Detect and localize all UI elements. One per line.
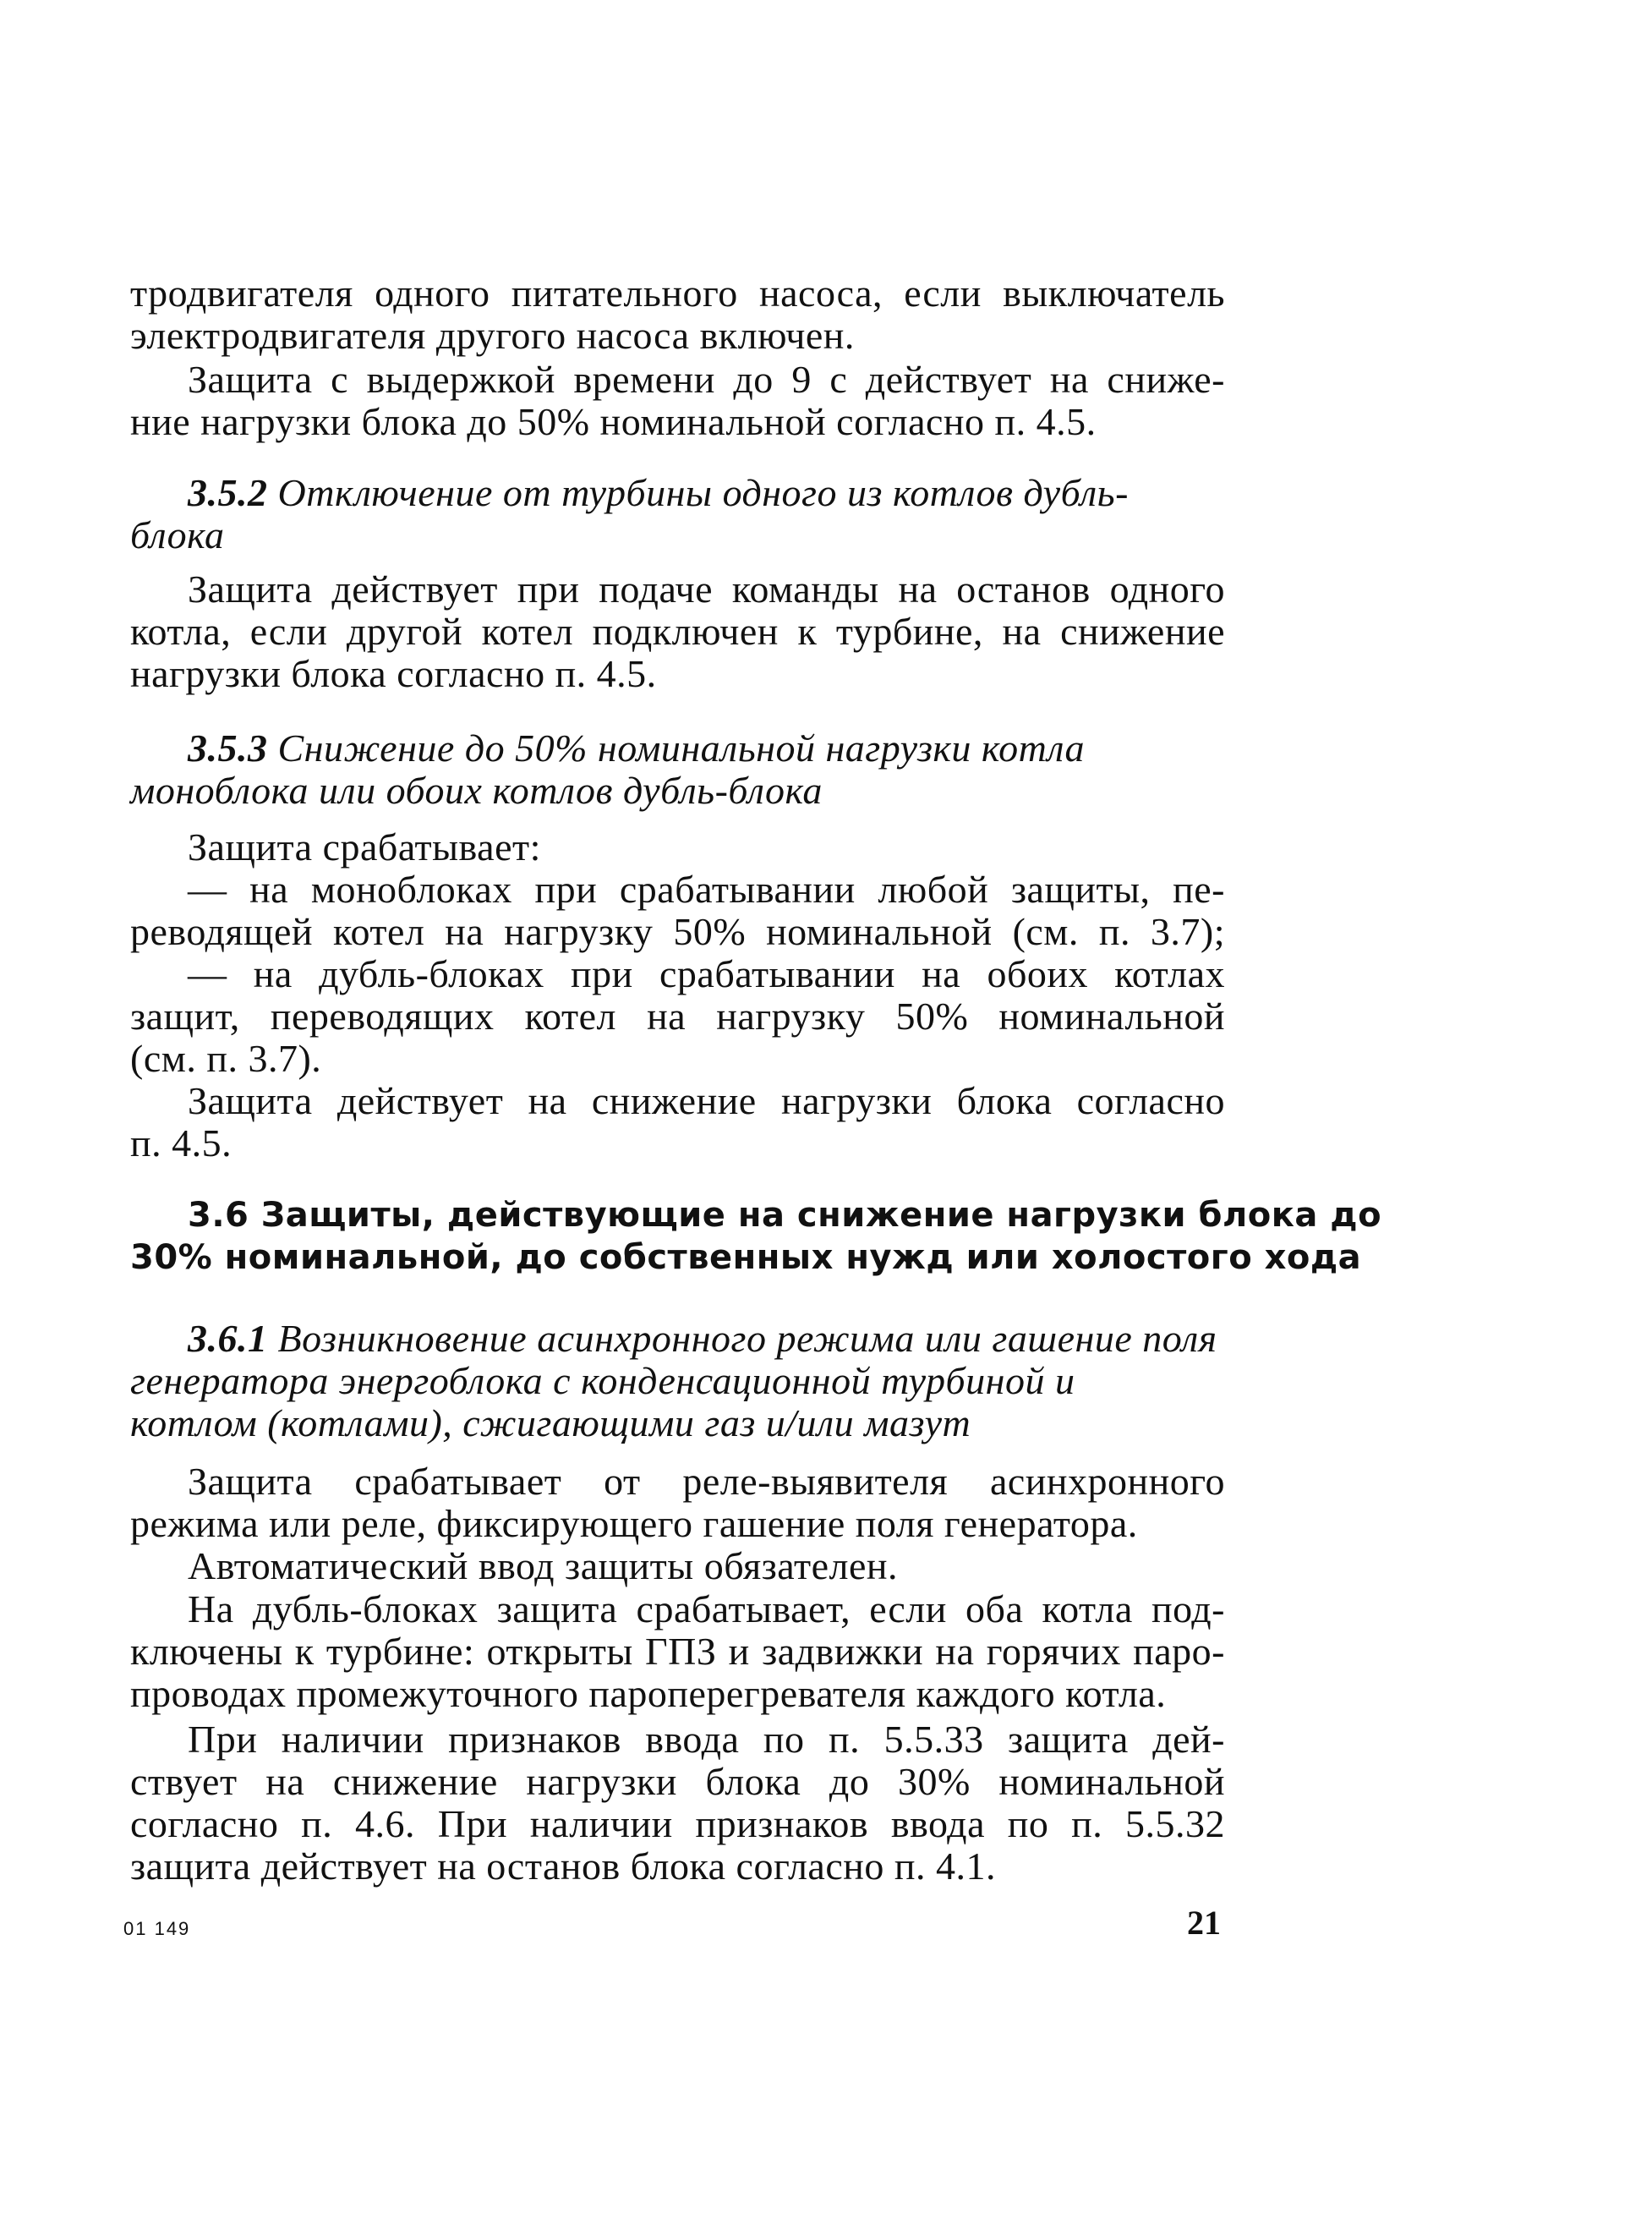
text-line: п. 4.5. bbox=[130, 1121, 232, 1165]
text-line: режима или реле, фиксирующего гашение поля генератора. bbox=[130, 1502, 1138, 1545]
paragraph bbox=[130, 359, 1225, 443]
text-line: согласно п. 4.6. При наличии признаков ввода по п. 5.5.32 bbox=[130, 1802, 1225, 1845]
text-line: ствует на снижение нагрузки блока до 30% номинальной bbox=[130, 1760, 1225, 1803]
text-line: При наличии признаков ввода по п. 5.5.33 защита дей- bbox=[188, 1718, 1225, 1761]
heading-line bbox=[130, 1318, 1225, 1360]
text-line: Защита срабатывает: bbox=[188, 825, 541, 869]
text-line: защит, переводящих котел на нагрузку 50% номинальной bbox=[130, 995, 1225, 1038]
section-number: 3.5.3 bbox=[188, 726, 268, 770]
print-code: 01 149 bbox=[123, 1918, 191, 1939]
section-heading-3-6 bbox=[130, 1194, 1382, 1279]
text-line: Защита срабатывает от реле-выявителя асинхронного bbox=[188, 1460, 1225, 1503]
list-item: — на моноблоках при срабатывании любой защиты, пе- bbox=[188, 868, 1225, 911]
text-line: (см. п. 3.7). bbox=[130, 1037, 322, 1080]
text-line: защита действует на останов блока согласно п. 4.1. bbox=[130, 1844, 996, 1888]
paragraph-continuation bbox=[130, 272, 1225, 357]
heading-text: Возникновение асинхронного режима или гашение поля bbox=[277, 1317, 1217, 1360]
heading-line bbox=[130, 472, 1225, 514]
section-heading-3-5-3 bbox=[130, 727, 1225, 812]
section-number: 3.6.1 bbox=[188, 1317, 268, 1360]
heading-text: Отключение от турбины одного из котлов дубль- bbox=[277, 471, 1129, 514]
text-line: ключены к турбине: открыты ГПЗ и задвижки на горячих паро- bbox=[130, 1630, 1225, 1673]
heading-line: 3.6 Защиты, действующие на снижение нагрузки блока до bbox=[188, 1196, 1382, 1235]
text-line: котла, если другой котел подключен к турбине, на снижение bbox=[130, 610, 1225, 653]
text-line: Защита действует при подаче команды на останов одного bbox=[188, 567, 1225, 611]
heading-line: котлом (котлами), сжигающими газ и/или мазут bbox=[130, 1401, 971, 1444]
heading-line: моноблока или обоих котлов дубль-блока bbox=[130, 769, 823, 812]
list-item: — на дубль-блоках при срабатывании на обоих котлах bbox=[188, 952, 1225, 995]
heading-line bbox=[130, 727, 1225, 770]
text-line: Защита с выдержкой времени до 9 с действует на сниже- bbox=[188, 358, 1225, 401]
text-line: Автоматический ввод защиты обязателен. bbox=[188, 1544, 899, 1587]
text-line: нагрузки блока согласно п. 4.5. bbox=[130, 652, 657, 695]
heading-line: блока bbox=[130, 513, 225, 556]
paragraph bbox=[130, 1588, 1225, 1715]
paragraph bbox=[130, 568, 1225, 695]
paragraph bbox=[130, 1461, 1225, 1587]
text-line: реводящей котел на нагрузку 50% номинальной (см. п. 3.7); bbox=[130, 910, 1225, 953]
text-line: Защита действует на снижение нагрузки блока согласно bbox=[188, 1079, 1225, 1122]
paragraph-list bbox=[130, 826, 1225, 1080]
text-line: тродвигателя одного питательного насоса, если выключатель bbox=[130, 271, 1225, 315]
text-line: На дубль-блоках защита срабатывает, если оба котла под- bbox=[188, 1587, 1225, 1630]
section-number: 3.5.2 bbox=[188, 471, 268, 514]
section-heading-3-5-2 bbox=[130, 472, 1225, 556]
heading-line: 30% номинальной, до собственных нужд или холостого хода bbox=[130, 1238, 1362, 1277]
section-heading-3-6-1 bbox=[130, 1318, 1225, 1444]
text-line: проводах промежуточного пароперегревателя каждого котла. bbox=[130, 1672, 1167, 1715]
heading-line: генератора энергоблока с конденсационной турбиной и bbox=[130, 1359, 1075, 1402]
paragraph bbox=[130, 1080, 1225, 1165]
text-line: электродвигателя другого насоса включен. bbox=[130, 314, 855, 357]
text-line: ние нагрузки блока до 50% номинальной согласно п. 4.5. bbox=[130, 400, 1097, 443]
paragraph bbox=[130, 1718, 1225, 1888]
page-number: 21 bbox=[1187, 1904, 1221, 1942]
heading-text: Снижение до 50% номинальной нагрузки котла bbox=[277, 726, 1086, 770]
